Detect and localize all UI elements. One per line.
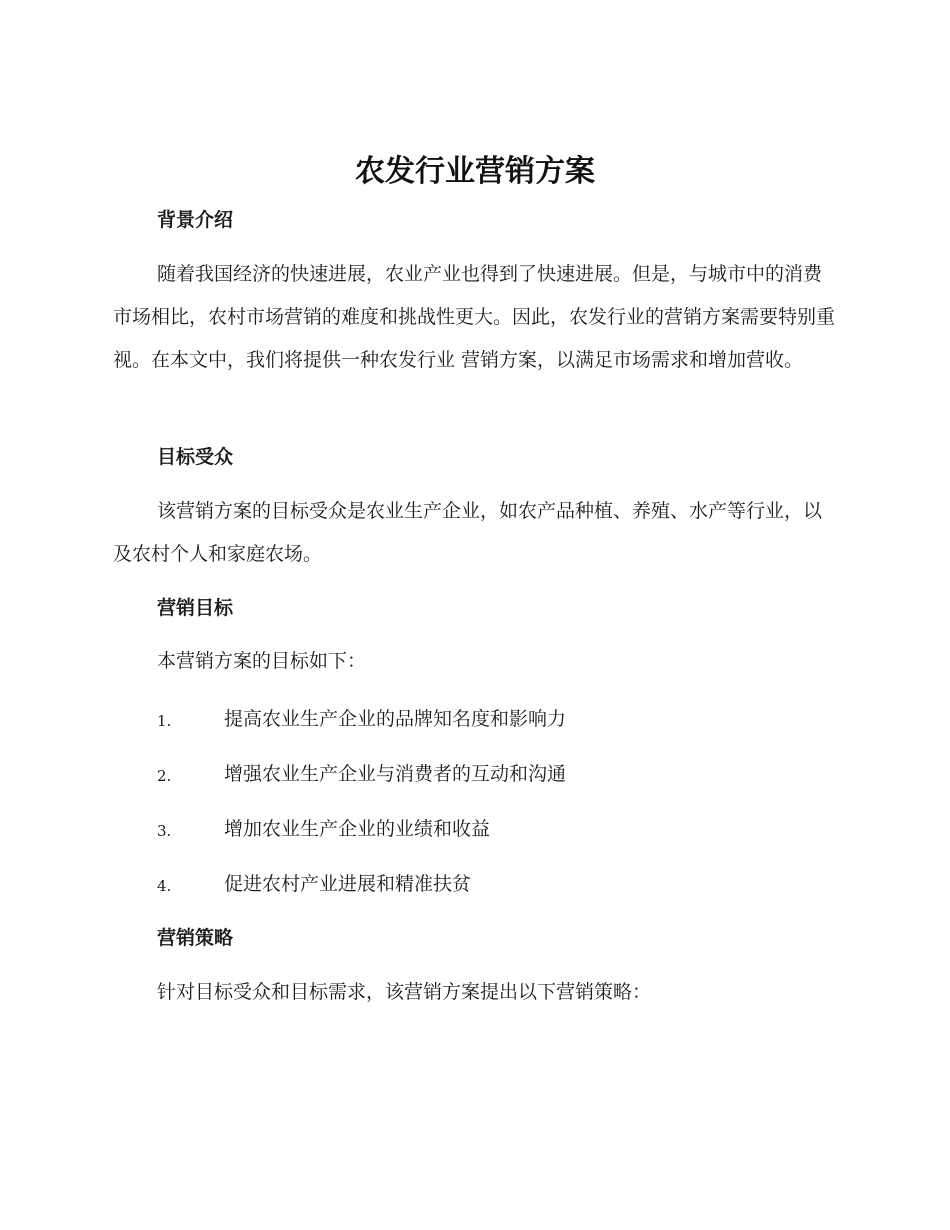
section-paragraph-background: 随着我国经济的快速进展，农业产业也得到了快速进展。但是，与城市中的消费市场相比，农村市场营销的难度和挑战性更大。因此，农发行业的营销方案需要特别重视。在本文中，我们将提供一种农发行业 营销方案，以满足市场需求和增加营收。 xyxy=(113,263,836,371)
list-item xyxy=(157,759,835,814)
section-heading-background: 背景介绍 xyxy=(157,209,234,231)
section-paragraph-goals: 本营销方案的目标如下： xyxy=(157,650,367,672)
list-item-number: 2. xyxy=(157,767,172,785)
list-item-number: 3. xyxy=(157,822,172,840)
section-paragraph-audience: 该营销方案的目标受众是农业生产企业，如农产品种植、养殖、水产等行业，以及农村个人和家庭农场。 xyxy=(113,500,823,565)
section-heading-strategy: 营销策略 xyxy=(157,927,234,949)
list-item-text: 增加农业生产企业的业绩和收益 xyxy=(224,818,491,840)
section-heading-goals: 营销目标 xyxy=(157,597,234,619)
list-item-number: 4. xyxy=(157,877,172,895)
document-title: 农发行业营销方案 xyxy=(355,154,595,189)
section-heading-audience: 目标受众 xyxy=(157,446,234,468)
list-item-number: 1. xyxy=(157,712,172,730)
list-item xyxy=(157,704,835,759)
list-item-text: 增强农业生产企业与消费者的互动和沟通 xyxy=(224,763,567,785)
section-paragraph-strategy: 针对目标受众和目标需求，该营销方案提出以下营销策略： xyxy=(157,981,652,1003)
goals-list xyxy=(157,704,835,924)
list-item xyxy=(157,814,835,869)
list-item-text: 促进农村产业进展和精准扶贫 xyxy=(224,873,472,895)
list-item-text: 提高农业生产企业的品牌知名度和影响力 xyxy=(224,708,567,730)
list-item xyxy=(157,869,835,924)
